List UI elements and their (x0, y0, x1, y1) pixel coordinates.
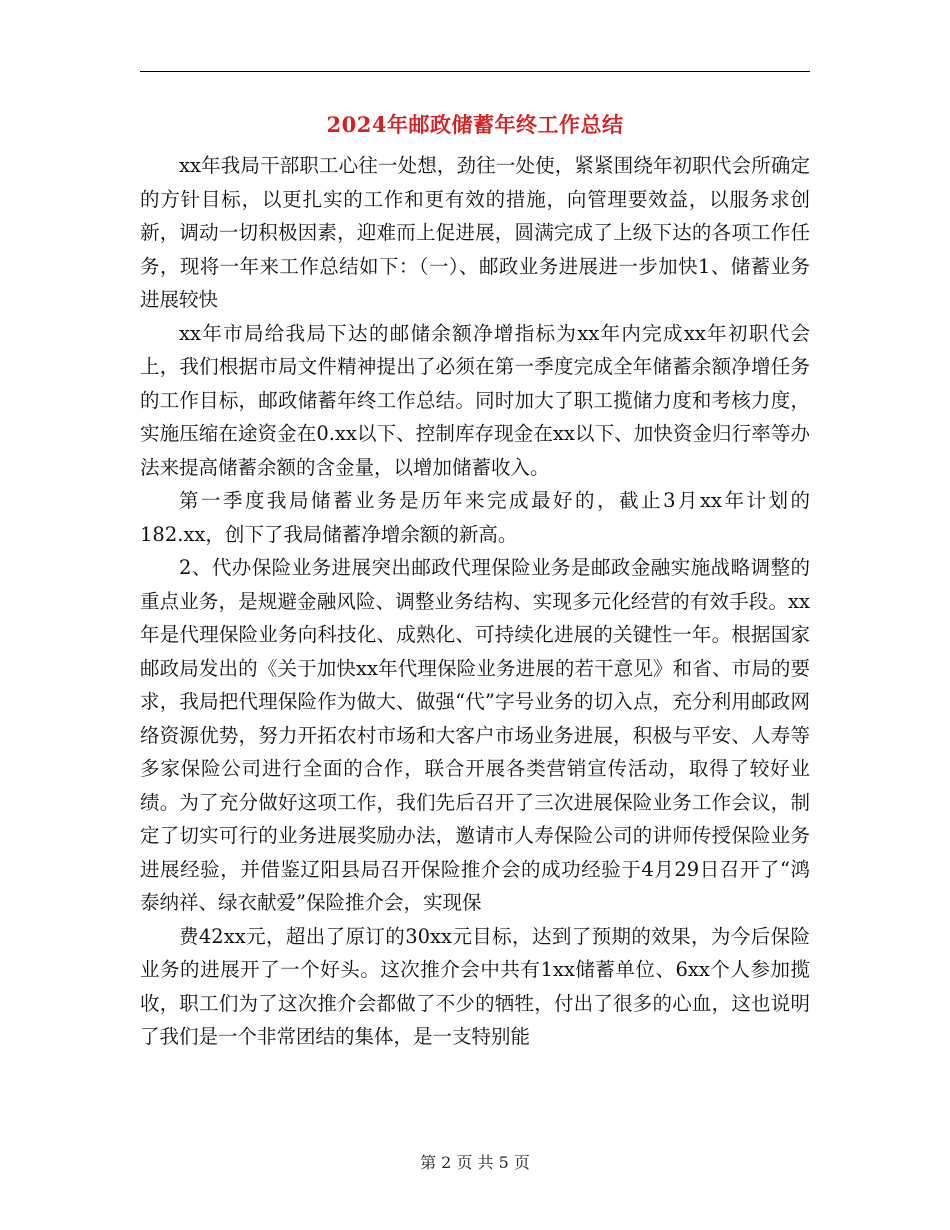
paragraph: 第一季度我局储蓄业务是历年来完成最好的，截止3月xx年计划的182.xx，创下了我局储蓄净增余额的新高。 (140, 489, 810, 546)
document-body (140, 149, 810, 1054)
paragraph: 2、代办保险业务进展突出邮政代理保险业务是邮政金融实施战略调整的重点业务，是规避金融风险、调整业务结构、实现多元化经营的有效手段。xx年是代理保险业务向科技化、成熟化、可持续化进展的关键性一年。根据国家邮政局发出的《关于加快xx年代理保险业务进展的若干意见》和省、市局的要求，我局把代理保险作为做大、做强“代”字号业务的切入点，充分利用邮政网络资源优势，努力开拓农村市场和大客户市场业务进展，积极与平安、人寿等多家保险公司进行全面的合作，联合开展各类营销宣传活动，取得了较好业绩。为了充分做好这项工作，我们先后召开了三次进展保险业务工作会议，制定了切实可行的业务进展奖励办法，邀请市人寿保险公司的讲师传授保险业务进展经验，并借鉴辽阳县局召开保险推介会的成功经验于4月29日召开了“鸿泰纳祥、绿衣献爱”保险推介会，实现保 (140, 556, 810, 914)
paragraph: xx年我局干部职工心往一处想，劲往一处使，紧紧围绕年初职代会所确定的方针目标，以更扎实的工作和更有效的措施，向管理要效益，以服务求创新，调动一切积极因素，迎难而上促进展，圆满完成了上级下达的各项工作任务，现将一年来工作总结如下：（一）、邮政业务进展进一步加快1、储蓄业务进展较快 (140, 154, 810, 311)
page-number-label: 第 2 页 共 5 页 (420, 1153, 530, 1172)
page-footer (0, 1151, 950, 1175)
paragraph: 费42xx元，超出了原订的30xx元目标，达到了预期的效果，为今后保险业务的进展开了一个好头。这次推介会中共有1xx储蓄单位、6xx个人参加揽收，职工们为了这次推介会都做了不少的牺牲，付出了很多的心血，这也说明了我们是一个非常团结的集体，是一支特别能 (140, 924, 810, 1048)
document-title: 2024年邮政储蓄年终工作总结 (326, 112, 624, 137)
paragraph: xx年市局给我局下达的邮储余额净增指标为xx年内完成xx年初职代会上，我们根据市局文件精神提出了必须在第一季度完成全年储蓄余额净增任务的工作目标，邮政储蓄年终工作总结。同时加大了职工揽储力度和考核力度，实施压缩在途资金在0.xx以下、控制库存现金在xx以下、加快资金归行率等办法来提高储蓄余额的含金量，以增加储蓄收入。 (140, 321, 810, 479)
header-rule (140, 71, 810, 72)
